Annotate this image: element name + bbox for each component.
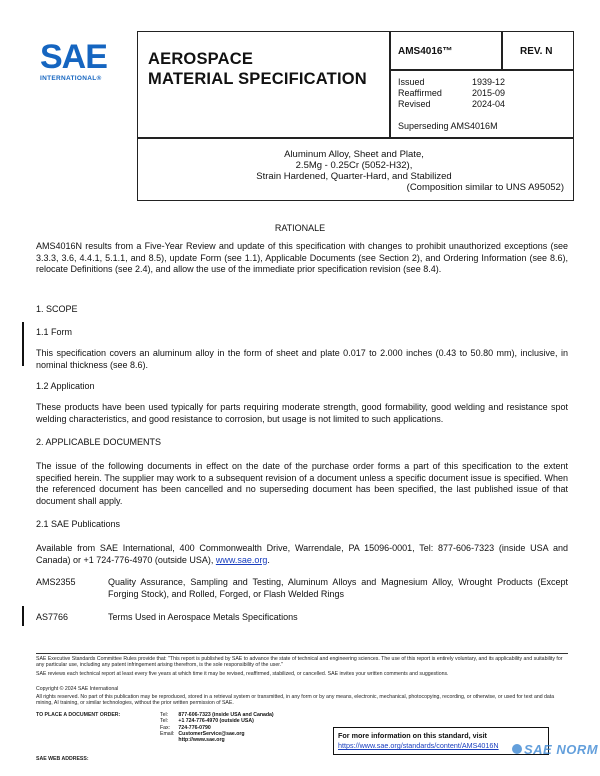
title-line2: 2.5Mg - 0.25Cr (5052-H32), <box>295 160 413 171</box>
sae-website-link[interactable]: www.sae.org <box>215 554 268 565</box>
section-2-text <box>36 461 568 507</box>
web-label <box>36 756 89 762</box>
contact-label <box>160 737 178 743</box>
ref-code-ams2355: AMS2355 <box>36 577 76 587</box>
title-line4: (Composition similar to UNS A95052) <box>406 182 564 193</box>
ref-text-as7766: Terms Used in Aerospace Metals Specifications <box>108 612 298 622</box>
sae-logo <box>40 40 124 82</box>
contact-value: +1 724-776-4970 (outside USA) <box>178 718 254 725</box>
rationale-text: AMS4016N results from a Five-Year Review and update of this specification with changes to prohibit unauthorized exceptions (see 3.3.3, 3.6, 4.4.1, 5.1.1, and 8.5), update Form (see 1.1), Applicable Documents (see Section 2), and Ordering Information (see 8.6), relocate Definitions (see 2.4), and allow the use of the immediate prior specification revision (see 8.4). <box>36 241 568 274</box>
title-block <box>140 149 568 193</box>
section-1-2-text: These products have been used typically for parts requiring moderate strength, good formability, good welding and resistance spot welding characteristics, and good resistance to corrosion, but usage is not limited to such applications. <box>36 402 568 424</box>
header-title-line2: MATERIAL SPECIFICATION <box>148 70 367 88</box>
date-value-issued: 1939-12 <box>472 77 506 87</box>
section-2-1-end: . <box>267 554 270 565</box>
contact-row <box>160 737 278 743</box>
section-1-heading: 1. SCOPE <box>36 304 78 314</box>
superseding: Superseding AMS4016M <box>398 121 498 131</box>
date-value-revised: 2024-04 <box>472 99 506 109</box>
contact-table <box>160 712 278 743</box>
section-1-2-heading: 1.2 Application <box>36 381 95 391</box>
doc-number: AMS4016™ <box>398 46 453 57</box>
date-label-reaffirmed: Reaffirmed <box>398 88 442 98</box>
contact-value[interactable]: http://www.sae.org <box>178 737 225 744</box>
watermark <box>512 741 598 759</box>
footer-rules: SAE Executive Standards Committee Rules provide that: "This report is published by SAE to advance the state of technical and engineering sciences. The use of this report is entirely voluntary, and its applicability and suitability for any particular use, including any patent infringement arising therefrom, is the sole responsibility of the user." <box>36 656 563 669</box>
contact-label: Tel: <box>160 718 169 725</box>
section-2-1-paragraph: Available from SAE International, 400 Commonwealth Drive, Warrendale, PA 15096-0001, Tel: 877-606-7323 (inside USA and Canada) or +1 724-776-4970 (outside USA), <box>36 543 568 565</box>
change-bar <box>22 606 24 626</box>
date-label-revised: Revised <box>398 99 431 109</box>
section-2-paragraph: The issue of the following documents in effect on the date of the purchase order forms a part of this specification to the extent specified herein. The supplier may work to a subsequent revision of a document unless a specific document issue is specified. When the referenced document has been cancelled and no superseding document has been specified, the last published issue of that document shall apply. <box>36 461 568 506</box>
title-line3: Strain Hardened, Quarter-Hard, and Stabilized <box>256 171 452 182</box>
contact-label: Tel: <box>160 712 169 718</box>
date-label-issued: Issued <box>398 77 425 87</box>
order-label-text: TO PLACE A DOCUMENT ORDER: <box>36 712 121 718</box>
date-value-reaffirmed: 2015-09 <box>472 88 506 98</box>
contact-value[interactable]: CustomerService@sae.org <box>178 730 245 737</box>
footer-copyright: Copyright © 2024 SAE International <box>36 686 119 692</box>
contact-label: Email: <box>160 730 175 737</box>
contact-value: 877-606-7323 (inside USA and Canada) <box>178 712 274 718</box>
section-2-1-text <box>36 543 568 566</box>
footer-review: SAE reviews each technical report at least every five years at which time it may be revised, reaffirmed, stabilized, or cancelled. SAE invites your written comments and suggestions. <box>36 671 449 677</box>
order-label <box>36 712 120 718</box>
rationale-heading: RATIONALE <box>274 223 326 233</box>
contact-value: 724-776-0790 <box>178 724 211 731</box>
watermark-text: SAE NORM <box>524 742 599 757</box>
section-2-heading: 2. APPLICABLE DOCUMENTS <box>36 437 162 447</box>
footer-divider <box>36 653 568 654</box>
section-2-1-heading: 2.1 SAE Publications <box>36 519 121 529</box>
ref-code-as7766: AS7766 <box>36 612 69 622</box>
section-1-1-text: This specification covers an aluminum alloy in the form of sheet and plate 0.017 to 2.000 inches (0.43 to 50.80 mm), inclusive, in nominal thickness (see 8.6). <box>36 348 568 370</box>
ref-text-ams2355: Quality Assurance, Sampling and Testing, Aluminum Alloys and Magnesium Alloy, Wrought Products (Except Forging Stock), and Rolled, Forged, or Flash Welded Rings <box>108 577 568 599</box>
more-info-link[interactable]: https://www.sae.org/standards/content/AMS4016N <box>338 741 499 750</box>
more-info-title: For more information on this standard, visit <box>338 731 487 740</box>
contact-label: Fax: <box>160 724 171 731</box>
watermark-icon <box>512 744 522 754</box>
footer-rights: All rights reserved. No part of this publication may be reproduced, stored in a retrieval system or transmitted, in any form or by any means, electronic, mechanical, photocopying, recording, or otherwise, or used for text and data mining, AI training, or similar technologies, without the prior written permission of SAE. <box>36 694 555 707</box>
web-label-text: SAE WEB ADDRESS: <box>36 756 89 762</box>
header-title-line1: AEROSPACE <box>148 50 254 68</box>
revision: REV. N <box>520 46 553 57</box>
change-bar <box>22 322 24 366</box>
logo-subtitle: INTERNATIONAL® <box>40 75 102 82</box>
logo-mark: SAE <box>40 38 107 76</box>
title-line1: Aluminum Alloy, Sheet and Plate, <box>284 149 424 160</box>
section-1-1-heading: 1.1 Form <box>36 327 73 337</box>
